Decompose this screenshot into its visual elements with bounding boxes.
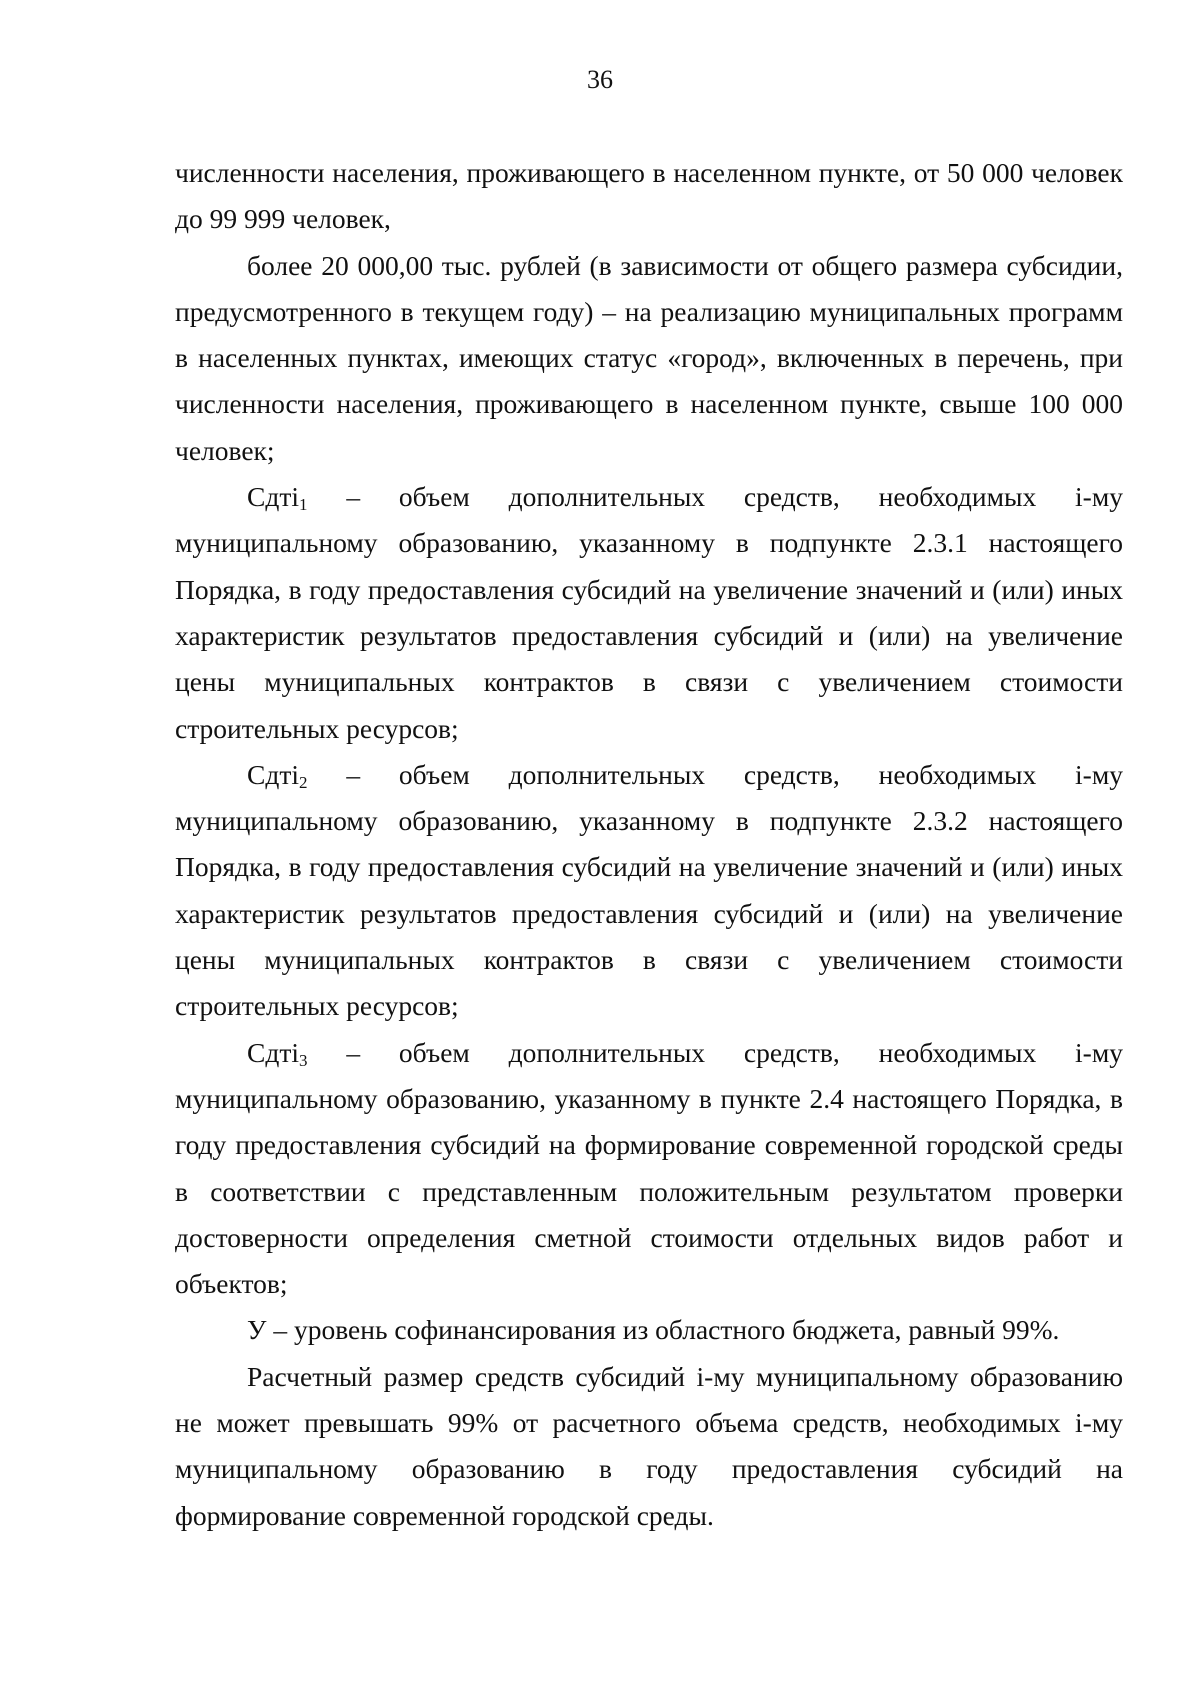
term-base: Сдті [247,481,299,513]
term-base: Сдті [247,758,299,790]
paragraph-text: численности населения, проживающего в населенном пункте, от 50 000 человек до 99 999 человек, [175,157,1123,235]
paragraph-sdti3-definition [175,1030,1123,1308]
paragraph-population-range [175,150,1123,243]
term-subscript: 1 [299,495,308,515]
formula-term [247,1037,308,1068]
paragraph-calculated-size [175,1354,1123,1539]
term-subscript: 2 [299,772,308,792]
document-body [175,150,1123,1539]
paragraph-text: Расчетный размер средств субсидий і-му муниципальному образованию не может превышать 99% от расчетного объема средств, необходимых і-му муниципальному образованию в году предоставления субсидий на формирование современной городской среды. [175,1360,1123,1531]
paragraph-sdti2-definition [175,752,1123,1030]
paragraph-text: – объем дополнительных средств, необходимых і-му муниципальному образованию, указанному в пункте 2.4 настоящего Порядка, в году предоставления субсидий на формирование современной городской среды в соответствии с представленным положительным результатом проверки достоверности определения сметной стоимости отдельных видов работ и объектов; [175,1036,1123,1300]
paragraph-text: – объем дополнительных средств, необходимых і-му муниципальному образованию, указанному в подпункте 2.3.2 настоящего Порядка, в году предоставления субсидий на увеличение значений и (или) иных характеристик результатов предоставления субсидий и (или) на увеличение цены муниципальных контрактов в связи с увеличением стоимости строительных ресурсов; [175,758,1123,1022]
paragraph-text: – объем дополнительных средств, необходимых і-му муниципальному образованию, указанному в подпункте 2.3.1 настоящего Порядка, в году предоставления субсидий на увеличение значений и (или) иных характеристик результатов предоставления субсидий и (или) на увеличение цены муниципальных контрактов в связи с увеличением стоимости строительных ресурсов; [175,481,1123,744]
formula-term [247,481,308,515]
page-number: 36 [587,65,613,94]
paragraph-text: У – уровень софинансирования из областного бюджета, равный 99%. [247,1314,1060,1346]
term-subscript: 3 [299,1050,308,1070]
formula-term [247,759,308,790]
paragraph-over-20000 [175,243,1123,474]
paragraph-sdti1-definition [175,474,1123,752]
term-base: Сдті [247,1036,299,1068]
paragraph-cofinancing-level [175,1307,1123,1353]
paragraph-text: более 20 000,00 тыс. рублей (в зависимости от общего размера субсидии, предусмотренного в текущем году) – на реализацию муниципальных программ в населенных пунктах, имеющих статус «город», включенных в перечень, при численности населения, проживающего в населенном пункте, свыше 100 000 человек; [175,249,1123,466]
